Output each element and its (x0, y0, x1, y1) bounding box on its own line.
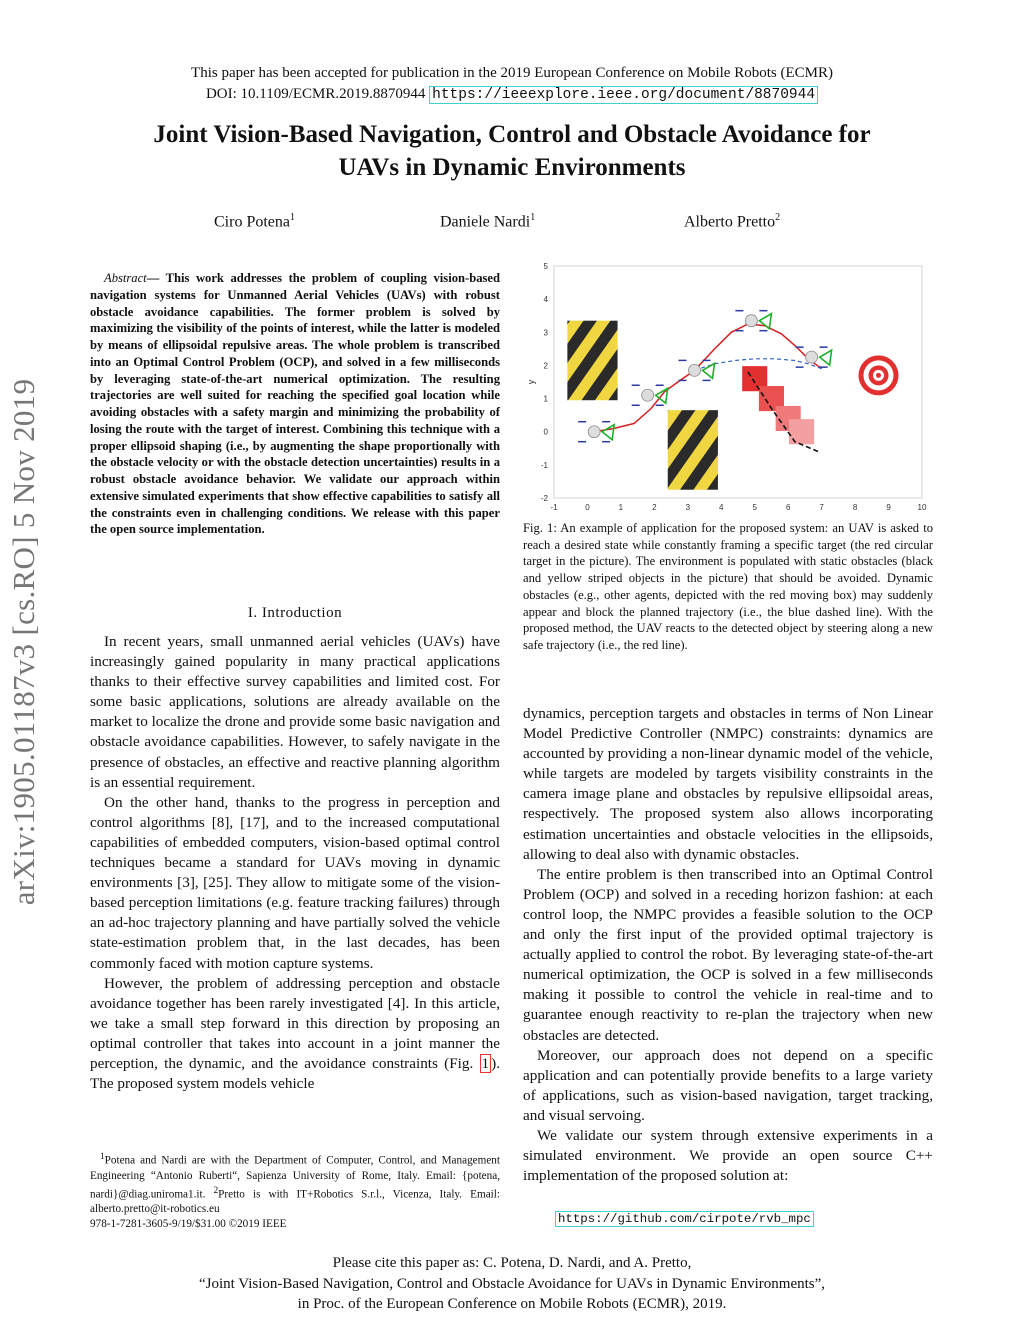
section-heading-introduction: I. Introduction (247, 605, 343, 621)
x-tick-label: 7 (819, 503, 824, 512)
fig-1-link[interactable]: 1 (481, 1054, 490, 1072)
y-tick-label: 1 (543, 394, 548, 404)
x-tick-label: 3 (685, 503, 691, 512)
x-tick-label: 9 (886, 503, 891, 512)
author-1: Ciro Potena$^1$ (214, 212, 295, 231)
paragraph-1: In recent years, small unmanned aerial vehicles (UAVs) have increasingly gained popularity in many practical applications thanks to their effective survey capabilities and limited cost. For some basic applications, solutions are already available on the market to localize the drone and provide some basic navigation and obstacle avoidance capabilities. However, to safely navigate in the presence of obstacles, an effective and reactive planning algorithm is an essential requirement. (90, 633, 500, 791)
paragraph-3: However, the problem of addressing perception and obstacle avoidance together has been rarely investigated [4]. In this article, we take a small step forward in this direction by proposing an optimal controller that takes into account in a joint manner the perception, the dynamic, and the avoidance constraints (Fig. 1 ). The proposed system models vehicle (90, 974, 500, 1093)
x-tick-label: 5 (752, 503, 757, 512)
arxiv-stamp: arXiv:1905.01187v3 [cs.RO] 5 Nov 2019 (6, 378, 41, 906)
uav-body (588, 426, 600, 438)
x-tick-label: 8 (852, 503, 858, 512)
y-tick-label: 0 (543, 427, 548, 437)
figure-1-caption: Fig. 1: An example of application for the proposed system: an UAV is asked to reach a desired state while constantly framing a specific target (the red circular target in the picture). The environment is populated with static obstacles (black and yellow striped objects in the picture) that should be avoided. Dynamic obstacles (e.g., other agents, depicted with the red moving box) may suddenly appear and block the planned trajectory (i.e., the blue dashed line). With the proposed method, the UAV reacts to the detected object by steering along a new safe trajectory (i.e., the red line). (523, 521, 933, 652)
copyright-line: 978-1-7281-3605-9/19/$31.00 ©2019 IEEE (90, 1218, 287, 1231)
left-column (90, 632, 500, 1094)
uav-body (745, 315, 757, 327)
paragraph-5: The entire problem is then transcribed into an Optimal Control Problem (OCP) and solved in a receding horizon fashion: at each control loop, the NMPC provides a feasible solution to the OCP and only the first input of the provided optimal trajectory is actually applied to control the robot. By leveraging state-of-the-art numerical optimization, the OCP is solved in a few milliseconds making it possible to control the vehicle in real-time and to guarantee enough reactivity to re-plan the trajectory when new obstacles are detected. (523, 865, 933, 1044)
x-tick-label: 1 (618, 503, 624, 512)
acceptance-note: This paper has been accepted for publication in the 2019 European Conference on Mobile Robots (ECMR) (191, 65, 833, 81)
y-axis-label: y (526, 379, 536, 385)
y-tick-label: 3 (543, 328, 548, 338)
y-tick-label: -2 (540, 494, 548, 503)
y-tick-label: 5 (543, 262, 548, 271)
x-tick-label: 2 (652, 503, 657, 512)
x-tick-label: 0 (585, 503, 590, 512)
dynamic-obstacle-box (789, 419, 814, 444)
uav-body (689, 364, 701, 376)
x-tick-label: 4 (719, 503, 724, 512)
paragraph-2: On the other hand, thanks to the progress in perception and control algorithms [8], [17], and to the increased computational capabilities of embedded computers, vision-based optimal control techniques became a standard for UAVs moving in dynamic environments [3], [25]. They allow to mitigate some of the vision-based perception limitations (e.g. feature tracking failures) through an ad-hoc trajectory planning and have partially solved the vehicle state-estimation problem that, in the last decades, has been commonly faced with motion capture systems. (90, 793, 500, 972)
cite-note: Please cite this paper as: C. Potena, D. Nardi, and A. Pretto, “Joint Vision-Based Navigation, Control and Obstacle Avoidance for UAVs in Dynamic Environments”, in Proc. of the European Conference on Mobile Robots (ECMR), 2019. (198, 1255, 826, 1312)
y-tick-label: 2 (543, 361, 548, 371)
author-3: Alberto Pretto$^2$ (684, 212, 781, 231)
target-ring (876, 373, 881, 378)
footnote: $^1$Potena and Nardi are with the Department of Computer, Control, and Management Engineering “Antonio Ruberti“, Sapienza University of Rome, Italy. Email: {potena, nardi}@diag.uniroma1.it. $^2$Pretto is with IT+Robotics S.r.l., Vicenza, Italy. Email: alberto.pretto@it-robotics.eu 978-1-7281-3605-9/19/$31.00 ©2019 IEEE (90, 1152, 500, 1231)
author-2: Daniele Nardi$^1$ (440, 212, 536, 231)
static-obstacle (567, 321, 617, 401)
right-column (523, 704, 933, 1186)
paragraph-6: Moreover, our approach does not depend on a specific application and can potentially provide benefits to a large variety of applications, such as vision-based navigation, target tracking, and visual servoing. (523, 1046, 933, 1124)
uav-body (806, 351, 818, 363)
doi-text: DOI: 10.1109/ECMR.2019.8870944 (205, 86, 426, 102)
doi-line (0, 84, 1024, 105)
x-tick-label: 6 (785, 503, 791, 512)
title-line-2: UAVs in Dynamic Environments (338, 154, 686, 181)
x-tick-label: 10 (917, 503, 927, 512)
abstract-text: — This work addresses the problem of coupling vision-based navigation systems for Unmanned Aerial Vehicles (UAVs) with robust obstacle avoidance capabilities. The former problem is solved by maximizing the visibility of the points of interest, while the latter is modeled by means of ellipsoidal repulsive areas. The whole problem is transcribed into an Optimal Control Problem (OCP), and solved in a few milliseconds by leveraging state-of-the-art numerical optimization. The resulting trajectories are well suited for reaching the specified goal location while avoiding obstacles with a safety margin and minimizing the probability of losing the route with the target of interest. Combining this technique with a proper ellipsoid shaping (i.e., by augmenting the shape proportionally with the obstacle velocity or with the obstacle detection uncertainties) results in a robust obstacle avoidance behavior. We validate our approach within extensive simulated experiments that show effective capabilities to satisfy all the constraints even in challenging conditions. We release with this paper the open source implementation. (90, 271, 500, 537)
paragraph-4: dynamics, perception targets and obstacles in terms of Non Linear Model Predictive Controller (NMPC) constraints: dynamics are accounted by providing a non-linear dynamic model of the vehicle, while targets are modeled by targets visibility constraints in the camera image plane and obstacles by repulsive ellipsoidal areas, respectively. The proposed system also allows incorporating estimation uncertainties and obstacle velocities in the ellipsoids, allowing to deal also with dynamic obstacles. (523, 705, 933, 863)
abstract-label: Abstract (104, 271, 147, 285)
title-line-1: Joint Vision-Based Navigation, Control and Obstacle Avoidance for (153, 121, 871, 148)
paragraph-7: We validate our system through extensive experiments in a simulated environment. We provide an open source C++ implementation of the proposed solution at: (523, 1126, 933, 1185)
static-obstacle (668, 410, 718, 490)
github-link[interactable]: https://github.com/cirpote/rvb_mpc (555, 1211, 814, 1227)
ieee-link[interactable]: https://ieeexplore.ieee.org/document/8870944 (429, 86, 818, 104)
uav-body (642, 389, 654, 401)
x-tick-label: -1 (550, 503, 558, 512)
paper-title (60, 118, 964, 184)
y-tick-label: -1 (540, 460, 548, 470)
figure-1-plot (520, 258, 932, 514)
abstract (90, 270, 500, 538)
y-tick-label: 4 (543, 295, 548, 305)
